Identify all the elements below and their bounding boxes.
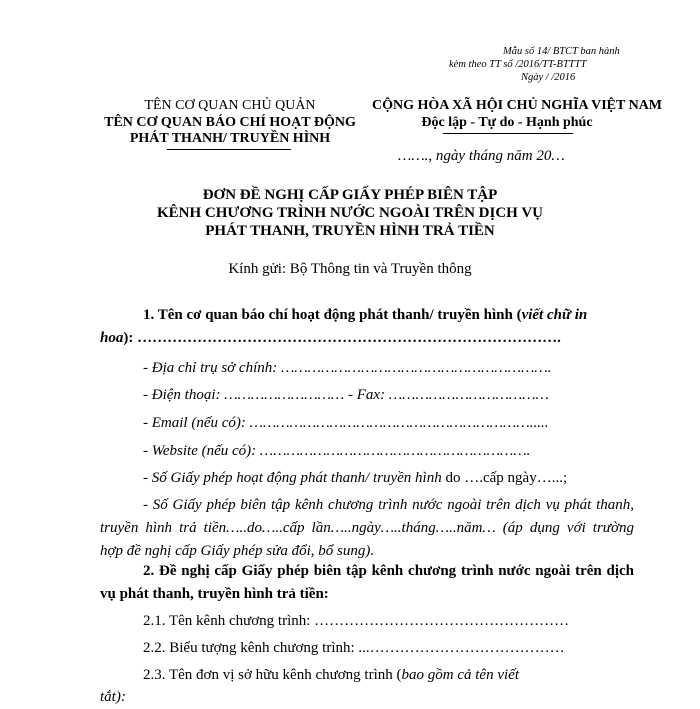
form-ref-line3: Ngày / /2016 — [521, 72, 576, 83]
agency-owner: TÊN CƠ QUAN CHỦ QUẢN — [144, 98, 316, 113]
section1-heading — [143, 304, 587, 327]
license-label: - Số Giấy phép hoạt động phát thanh/ truyền hình — [143, 470, 442, 486]
section1-heading-italic: viết chữ in — [521, 307, 588, 323]
doc-title-line1: ĐƠN ĐỀ NGHỊ CẤP GIẤY PHÉP BIÊN TẬP — [202, 187, 498, 203]
form-ref-line1: Mẫu số 14/ BTCT ban hành — [503, 46, 620, 57]
nation-motto: Độc lập - Tự do - Hạnh phúc — [421, 115, 593, 130]
section1-hoa: hoa — [100, 330, 124, 346]
owner-italic: bao gồm cả tên viết — [401, 667, 519, 683]
website-field: - Website (nếu có): ……………………………………………………. — [143, 443, 531, 459]
doc-title-line3: PHÁT THANH, TRUYỀN HÌNH TRẢ TIỀN — [205, 223, 495, 239]
section1-heading-text: 1. Tên cơ quan báo chí hoạt động phát thanh/ truyền hình ( — [143, 307, 522, 323]
owner-label: 2.3. Tên đơn vị sở hữu kênh chương trình ( — [143, 667, 402, 683]
agency-type: PHÁT THANH/ TRUYỀN HÌNH — [129, 131, 331, 146]
channel-name-field: 2.1. Tên kênh chương trình: …………………………………………… — [143, 613, 570, 629]
email-field: - Email (nếu có): ………………………………………………………..... — [143, 415, 549, 431]
channel-logo-field: 2.2. Biểu tượng kênh chương trình: ...………………………………… — [143, 640, 565, 656]
license-field — [143, 467, 567, 490]
address-field: - Địa chỉ trụ sở chính: ……………………………………………………. — [143, 360, 552, 376]
phone-fax-field: - Điện thoại: ……………………… - Fax: ……………………………… — [143, 387, 549, 403]
agency-underline — [167, 149, 291, 150]
owner-cont: tắt): — [100, 689, 126, 705]
section2-heading: 2. Đề nghị cấp Giấy phép biên tập kênh chương trình nước ngoài trên dịch vụ phát thanh, truyền hình trả tiền: — [100, 563, 634, 602]
license-rest: do ….cấp ngày…...; — [441, 470, 568, 486]
recipient: Kính gửi: Bộ Thông tin và Truyền thông — [228, 261, 472, 277]
date-line: ……., ngày tháng năm 20… — [398, 148, 565, 164]
nation-name: CỘNG HÒA XÃ HỘI CHỦ NGHĨA VIỆT NAM — [372, 98, 663, 113]
form-ref-line2: kèm theo TT số /2016/TT-BTTTT — [449, 59, 587, 70]
agency-name: TÊN CƠ QUAN BÁO CHÍ HOẠT ĐỘNG — [104, 115, 356, 130]
edit-license-field: - Số Giấy phép biên tập kênh chương trình nước ngoài trên dịch vụ phát thanh, truyền hình trả tiền…..do…..cấp lần…..ngày…..tháng…..năm… (áp dụng với trường hợp đề nghị cấp Giấy phép sửa đổi, bổ sung). — [100, 497, 634, 559]
motto-underline — [443, 133, 573, 134]
channel-owner-field — [143, 664, 519, 687]
section1-heading-cont — [100, 327, 561, 350]
doc-title-line2: KÊNH CHƯƠNG TRÌNH NƯỚC NGOÀI TRÊN DỊCH VỤ — [156, 205, 543, 221]
section1-dots: ): …………………………………………………………………………. — [123, 330, 561, 346]
